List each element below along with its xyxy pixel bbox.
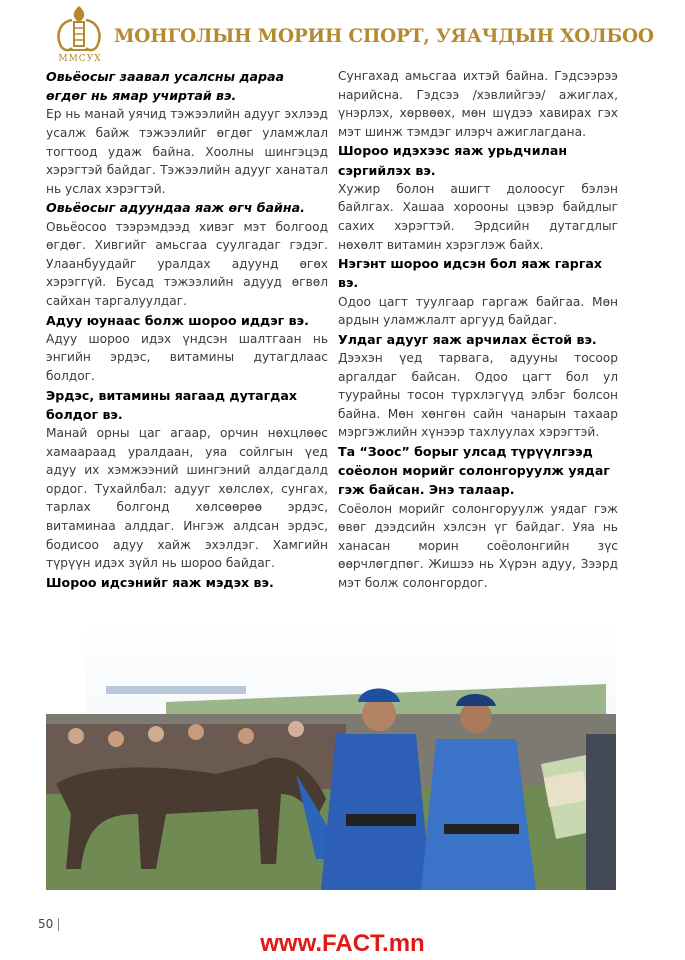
organization-title: МОНГОЛЫН МОРИН СПОРТ, УЯАЧДЫН ХОЛБОО <box>114 26 654 47</box>
left-text-column <box>46 67 328 592</box>
question-heading: Нэгэнт шороо идсэн бол яаж гаргах вэ. <box>338 256 603 291</box>
question-heading: Шороо идсэнийг яаж мэдэх вэ. <box>46 574 274 590</box>
answer-paragraph: Сунгахад амьсгаа ихтэй байна. Гэдсээрээ нарийсна. Гэдсээ /хэвлийгээ/ ажиглах, үнэрлэх, хөрвөөх, мөн шүдээ хавирах гэх мэт шинж тэмдэг илэрч ажиглагдана. <box>338 69 618 139</box>
answer-paragraph: Хужир болон ашигт долоосуг бэлэн байлгах. Хашаа хорооны цэвэр байдлыг сахих хэрэгтэй. Эрдсийн дутагдлыг нөхөлт витамин хэрэглэж байх. <box>338 181 618 252</box>
question-heading: Эрдэс, витамины яагаад дутагдах болдог вэ. <box>46 387 297 422</box>
photo-illustration <box>46 624 616 890</box>
answer-paragraph: Ер нь манай уячид тэжээлийн адууг эхлээд усалж байж тэжээлийг өгдөг уламжлал тогтоод удаж байна. Хоолны шингэцэд хэрэгтэй байдаг. Тэжээлийн адууг ханатал нь услах хэрэгтэй. <box>46 107 328 196</box>
page-header <box>44 2 654 66</box>
question-heading: Улдаг адууг яаж арчилах ёстой вэ. <box>338 331 597 347</box>
answer-paragraph: Дээхэн үед тарвага, адууны тосоор аргалдаг байсан. Одоо цагт бол ул туурайны тосон түрхлэгүүд элбэг болсон байна. Мөн хөнгөн сайн чанарын тахаар мэргэжлийн хүнээр тахлуулах хэрэгтэй. <box>338 350 618 440</box>
question-heading: Шороо идэхээс яаж урьдчилан сэргийлэх вэ. <box>338 143 568 178</box>
question-heading: Та “Зоос” борыг улсад түрүүлгээд соёолон морийг солонгоруулж уядаг гэж байсан. Энэ талаар. <box>338 443 610 498</box>
question-heading: Овьёосыг адуундаа яаж өгч байна. <box>46 200 305 216</box>
website-url: www.FACT.mn <box>260 930 425 957</box>
answer-paragraph: Манай орны цаг агаар, орчин нөхцлөөс хамаараад уралдаан, уяа сойлгын үед адуу их хэмжээний шингэний алдагдалд ордог. Тухайлбал: адууг хөлслөх, сунгах, тарлах болгонд хөлсөөрөө эрдэс, витаминаа алддаг. Ингэж алдсан эрдэс, бодисоо адуу хайж эхэлдэг. Хамгийн түрүүн идэх зүйл нь шороо байдаг. <box>46 425 328 571</box>
page-number: 50 <box>38 917 54 931</box>
answer-paragraph: Соёолон морийг солонгоруулж уядаг гэж өвөг дээдсийн хэлсэн үг байдаг. Уяа нь ханасан морин соёолонгийн зүс өөрчлөгдпөг. Жишээ нь Хүрэн адуу, Зээрд мэт болж солонгордог. <box>338 501 618 590</box>
answer-paragraph: Овьёосоо тээрэмдээд хивэг мэт болгоод өгдөг. Хивгийг амьсгаа суулгадаг гэдэг. Улаанбуудайг уралдах адуунд өгөх хэрэггүй. Бусад тэжээлийн адууд өгвөл сайхан таргалуулдаг. <box>46 219 328 308</box>
horse-trainers-photo <box>46 624 616 890</box>
answer-paragraph: Адуу шороо идэх үндсэн шалтгаан нь энгийн эрдэс, витамины дутагдлаас болдог. <box>46 331 328 383</box>
question-heading: Адуу юунаас болж шороо иддэг вэ. <box>46 312 309 328</box>
right-text-column <box>338 67 618 593</box>
logo-caption: ММСУХ <box>58 54 102 64</box>
federation-logo-icon <box>52 4 106 60</box>
answer-paragraph: Одоо цагт туулгаар гаргаж байгаа. Мөн ардын уламжлалт аргууд байдаг. <box>338 294 618 328</box>
question-heading: Овьёосыг заавал усалсны дараа өгдөг нь ямар учиртай вэ. <box>46 69 285 104</box>
